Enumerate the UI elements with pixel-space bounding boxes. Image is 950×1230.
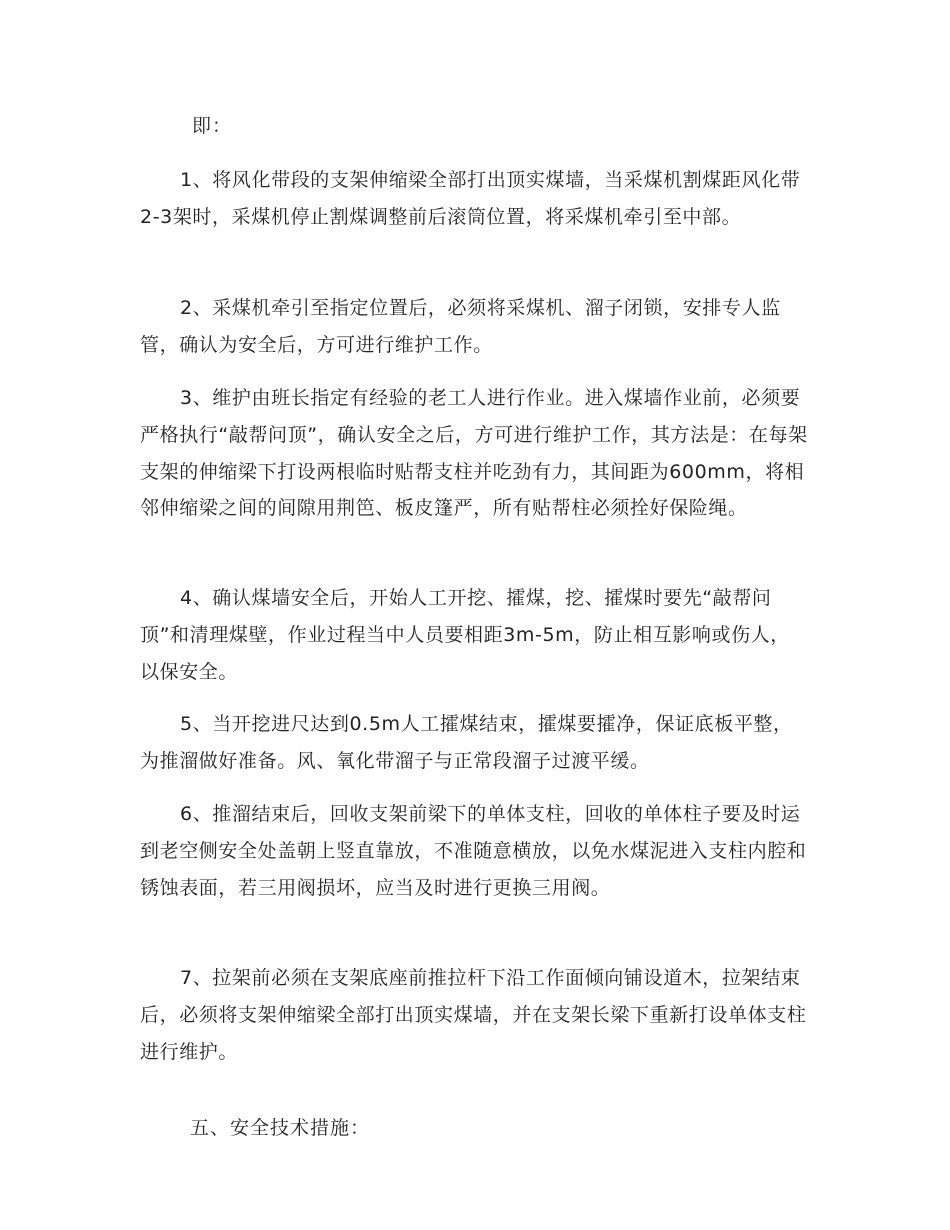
paragraph-4: 4、确认煤墙安全后，开始人工开挖、攉煤，挖、攉煤时要先“敲帮问顶”和清理煤壁，作业过程当中人员要相距3m-5m，防止相互影响或伤人，以保安全。 xyxy=(140,587,790,683)
paragraph-2: 2、采煤机牵引至指定位置后，必须将采煤机、溜子闭锁，安排专人监管，确认为安全后，方可进行维护工作。 xyxy=(140,297,781,356)
paragraph-7: 7、拉架前必须在支架底座前推拉杆下沿工作面倾向铺设道木，拉架结束后，必须将支架伸缩梁全部打出顶实煤墙，并在支架长梁下重新打设单体支柱进行维护。 xyxy=(140,967,807,1063)
paragraph-1: 1、将风化带段的支架伸缩梁全部打出顶实煤墙，当采煤机割煤距风化带2-3架时，采煤机停止割煤调整前后滚筒位置，将采煤机牵引至中部。 xyxy=(140,169,801,228)
paragraph-5: 5、当开挖进尺达到0.5m人工攉煤结束，攉煤要攉净，保证底板平整，为推溜做好准备。风、氧化带溜子与正常段溜子过渡平缓。 xyxy=(140,713,793,772)
paragraph-3: 3、维护由班长指定有经验的老工人进行作业。进入煤墙作业前，必须要严格执行“敲帮问顶”，确认安全之后，方可进行维护工作，其方法是：在每架支架的伸缩梁下打设两根临时贴帮支柱并吃劲有力，其间距为600mm，将相邻伸缩梁之间的间隙用荆笆、板皮篷严，所有贴帮柱必须拴好保险绳。 xyxy=(140,387,808,520)
paragraph-6: 6、推溜结束后，回收支架前梁下的单体支柱，回收的单体柱子要及时运到老空侧安全处盖朝上竖直靠放，不准随意横放，以免水煤泥进入支柱内腔和锈蚀表面，若三用阀损坏，应当及时进行更换三用阀。 xyxy=(140,803,807,899)
intro-label: 即： xyxy=(192,115,233,137)
section-heading: 五、安全技术措施： xyxy=(190,1117,371,1139)
